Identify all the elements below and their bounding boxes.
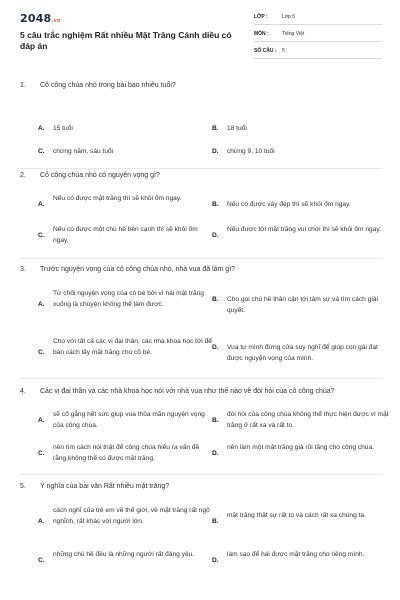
option-letter: A. bbox=[38, 201, 45, 208]
option-text: mặt trăng thật sự rất to và cách rất xa chúng ta. bbox=[227, 512, 366, 519]
option-text: Cho gọi chú hề thân cận tới tâm sự và tìm cách giải quyết. bbox=[227, 296, 378, 314]
option-letter: A. bbox=[38, 417, 45, 424]
option-letter: B. bbox=[212, 296, 219, 303]
option-letter: D. bbox=[212, 557, 219, 564]
meta-value: Tiếng Việt bbox=[282, 31, 305, 37]
option-letter: C. bbox=[38, 148, 45, 155]
option-text: làm sao để hái được mặt trăng cho riêng mình. bbox=[227, 551, 365, 558]
question-text: Các vị đại thần và các nhà khoa học nói với nhà vua như thế nào về đòi hỏi của cô công chúa? bbox=[40, 388, 335, 395]
question-text: Trước nguyện vọng của cô công chúa nhỏ, nhà vua đã làm gì? bbox=[40, 266, 236, 273]
option-text: Cho với tất cả các vị đại thần, các nhà khoa học tới để bàn cách lấy mặt trăng cho cô bé. bbox=[53, 338, 212, 356]
site-logo[interactable] bbox=[20, 12, 61, 25]
option-text: sẽ cố gắng hết sức giúp vua thỏa mãn nguyện vọng của công chúa. bbox=[53, 411, 205, 429]
option-letter: B. bbox=[212, 201, 219, 208]
question-stem bbox=[20, 82, 382, 94]
meta-label: MÔN : bbox=[254, 31, 269, 37]
option-letter: D. bbox=[212, 148, 219, 155]
question-number: 4. bbox=[20, 388, 26, 395]
document-title: 5 câu trắc nghiệm Rất nhiều Mặt Trăng Cánh diều có đáp án bbox=[20, 30, 232, 51]
logo-suffix: .vn bbox=[51, 18, 61, 24]
question-text: Cô công chúa nhỏ có nguyện vọng gì? bbox=[40, 172, 160, 179]
option-letter: C. bbox=[38, 349, 45, 356]
question-2 bbox=[20, 172, 382, 184]
question-5 bbox=[20, 483, 382, 495]
meta-row-subject bbox=[254, 29, 382, 42]
meta-label: SỐ CÂU : bbox=[254, 48, 277, 54]
question-number: 5. bbox=[20, 483, 26, 490]
option-letter: B. bbox=[212, 417, 219, 424]
option-text: Nếu được tới mặt trăng vui chơi thì sẽ khỏi ốm ngay. bbox=[227, 226, 381, 233]
option-letter: D. bbox=[212, 232, 219, 239]
option-letter: A. bbox=[38, 125, 45, 132]
question-stem bbox=[20, 483, 382, 495]
meta-value: Lớp 5 bbox=[282, 14, 296, 20]
option-text: nên làm một mặt trăng giả rồi tặng cho công chúa. bbox=[227, 444, 374, 451]
option-letter: C. bbox=[38, 450, 45, 457]
question-text: Ý nghĩa của bài văn Rất nhiều mặt trăng? bbox=[40, 483, 170, 490]
question-3 bbox=[20, 266, 382, 278]
option-text: Nếu có được mặt trăng thì sẽ khỏi ốm ngay. bbox=[53, 195, 182, 202]
question-number: 1. bbox=[20, 82, 26, 89]
meta-label: LỚP : bbox=[254, 14, 268, 20]
option-text: nên tìm cách nói thật để công chúa hiểu ra vấn đề rằng không thể có được mặt trăng. bbox=[53, 444, 200, 462]
option-text: 15 tuổi bbox=[53, 125, 73, 132]
option-text: Vua tự mình đứng cửa suy nghĩ để giúp con gái đạt được nguyện vọng của mình. bbox=[227, 344, 378, 362]
option-letter: B. bbox=[212, 518, 219, 525]
option-letter: D. bbox=[212, 450, 219, 457]
question-stem bbox=[20, 388, 382, 400]
option-text: chừng 9, 10 tuổi bbox=[227, 148, 275, 155]
question-4 bbox=[20, 388, 382, 400]
question-stem bbox=[20, 266, 382, 278]
logo-main: 2048 bbox=[20, 12, 52, 25]
divider bbox=[20, 474, 382, 475]
option-text: 18 tuổi bbox=[227, 125, 247, 132]
option-letter: A. bbox=[38, 518, 45, 525]
option-text: Nếu có được một chú hề bên cạnh thì sẽ khỏi ốm ngay. bbox=[53, 226, 198, 244]
option-letter: B. bbox=[212, 125, 219, 132]
option-text: Từ chối nguyện vọng của cô bé bởi vì hái mặt trăng xuống là chuyện không thể làm được. bbox=[53, 290, 204, 308]
option-text: những chú hề đều là những người rất đáng yêu. bbox=[53, 551, 195, 558]
question-number: 2. bbox=[20, 172, 26, 179]
option-letter: C. bbox=[38, 557, 45, 564]
meta-info bbox=[254, 12, 382, 63]
divider bbox=[20, 378, 382, 379]
meta-row-count bbox=[254, 46, 382, 59]
divider bbox=[20, 258, 382, 259]
question-number: 3. bbox=[20, 266, 26, 273]
meta-row-grade bbox=[254, 12, 382, 25]
option-text: Nếu có được váy đẹp thì sẽ khỏi ốm ngay. bbox=[227, 201, 351, 208]
option-text: cách nghĩ của trẻ em về thế giới, về mặt trăng rất ngộ nghĩnh, rất khác với người lớn. bbox=[53, 507, 210, 525]
option-letter: C. bbox=[38, 232, 45, 239]
divider bbox=[20, 168, 382, 169]
option-letter: A. bbox=[38, 301, 45, 308]
document-header bbox=[0, 0, 400, 62]
option-text: đòi hỏi của công chúa không thể thực hiện được vì mặt trăng ở rất xa và rất to. bbox=[227, 411, 389, 429]
option-letter: D. bbox=[212, 344, 219, 351]
question-stem bbox=[20, 172, 382, 184]
question-text: Cô công chúa nhỏ trong bài bao nhiêu tuổi? bbox=[40, 82, 176, 89]
option-text: chừng năm, sáu tuổi bbox=[53, 148, 114, 155]
meta-value: 5 bbox=[282, 48, 285, 54]
question-1 bbox=[20, 82, 382, 94]
